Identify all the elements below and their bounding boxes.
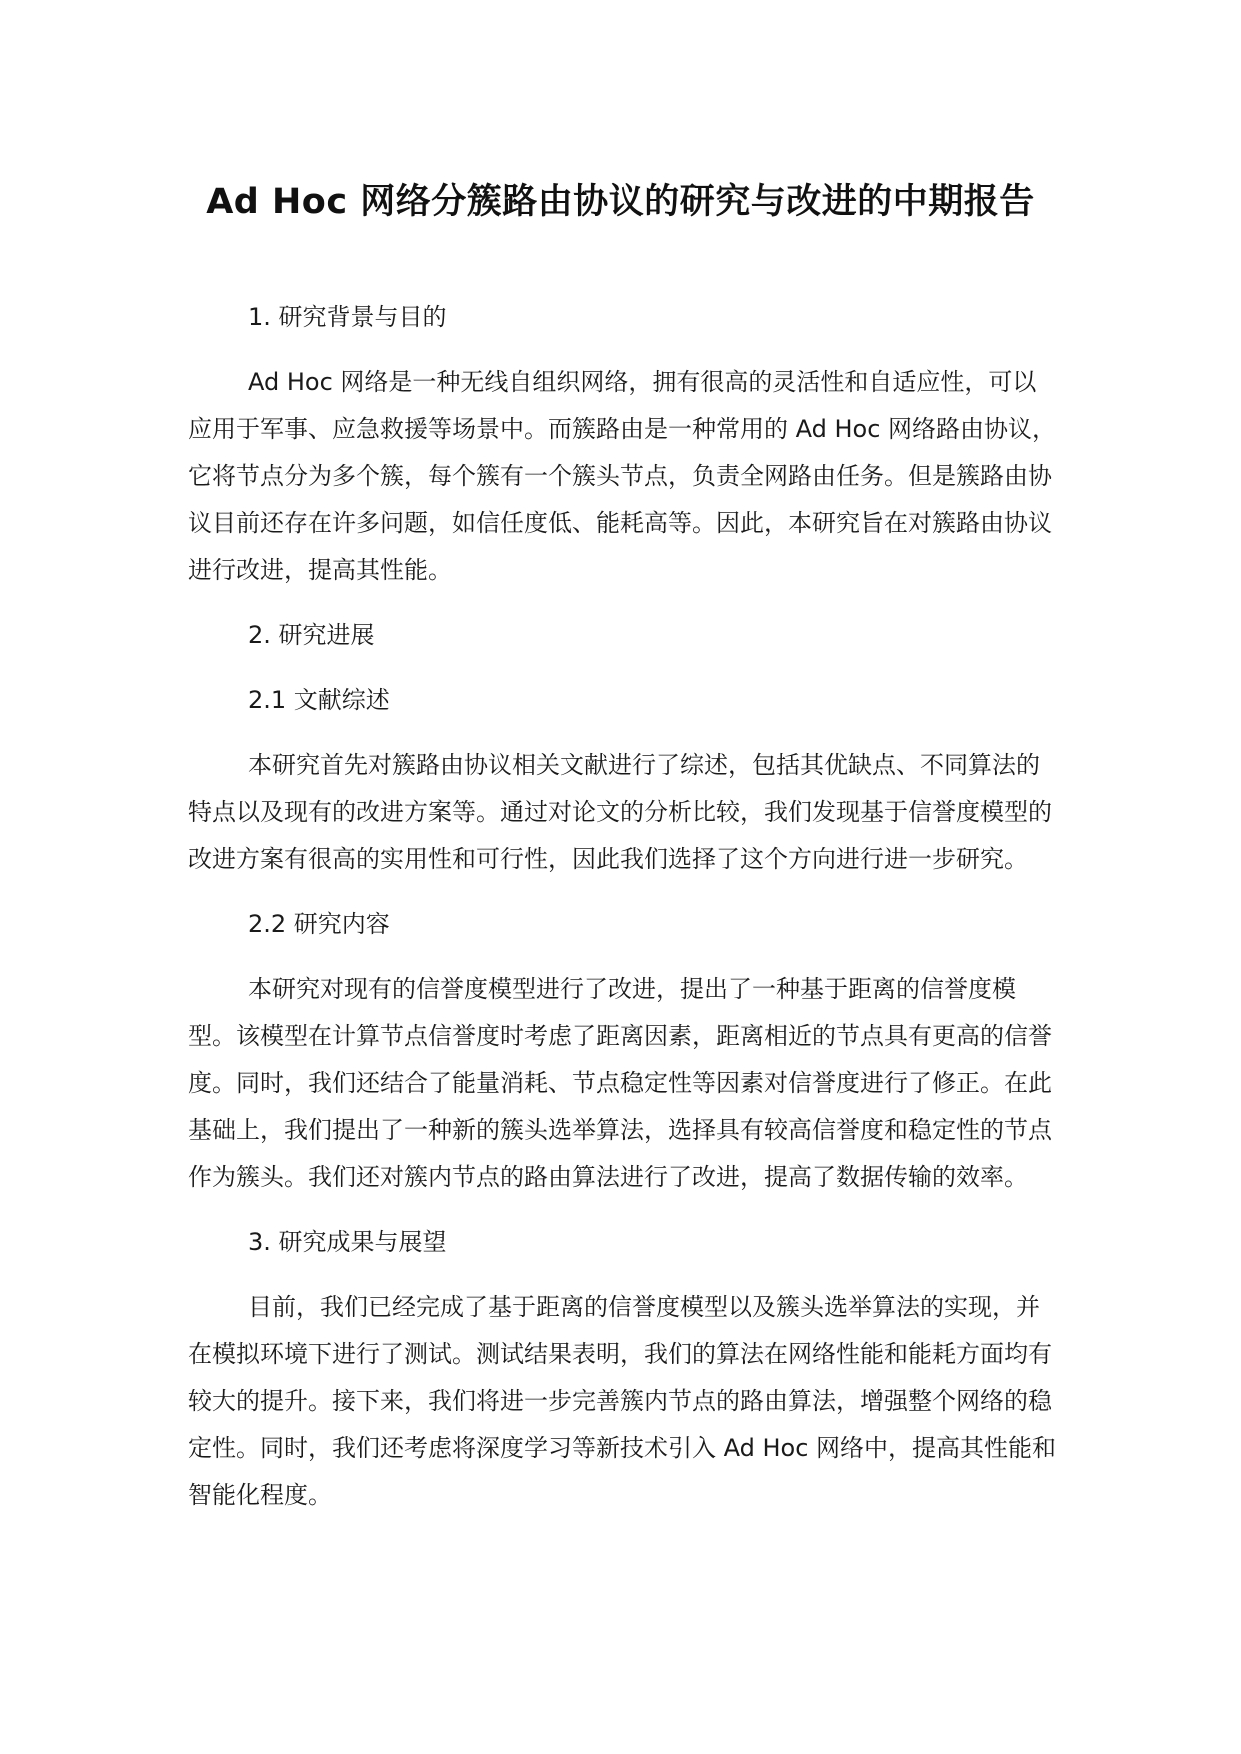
subsection-heading-literature-review: 2.1 文献综述 bbox=[248, 686, 390, 714]
section-heading-progress: 2. 研究进展 bbox=[248, 621, 375, 649]
document-body bbox=[188, 294, 1058, 1537]
paragraph-literature-review: 本研究首先对簇路由协议相关文献进行了综述，包括其优缺点、不同算法的特点以及现有的改进方案等。通过对论文的分析比较，我们发现基于信誉度模型的改进方案有很高的实用性和可行性，因此我们选择了这个方向进行进一步研究。 bbox=[188, 751, 1052, 873]
section-heading-results-outlook: 3. 研究成果与展望 bbox=[248, 1228, 447, 1256]
document-title: Ad Hoc 网络分簇路由协议的研究与改进的中期报告 bbox=[206, 182, 1035, 222]
subsection-heading-research-content: 2.2 研究内容 bbox=[248, 910, 390, 938]
paragraph-research-content: 本研究对现有的信誉度模型进行了改进，提出了一种基于距离的信誉度模型。该模型在计算节点信誉度时考虑了距离因素，距离相近的节点具有更高的信誉度。同时，我们还结合了能量消耗、节点稳定性等因素对信誉度进行了修正。在此基础上，我们提出了一种新的簇头选举算法，选择具有较高信誉度和稳定性的节点作为簇头。我们还对簇内节点的路由算法进行了改进，提高了数据传输的效率。 bbox=[188, 975, 1052, 1191]
paragraph-results-outlook: 目前，我们已经完成了基于距离的信誉度模型以及簇头选举算法的实现，并在模拟环境下进行了测试。测试结果表明，我们的算法在网络性能和能耗方面均有较大的提升。接下来，我们将进一步完善簇内节点的路由算法，增强整个网络的稳定性。同时，我们还考虑将深度学习等新技术引入 Ad Hoc 网络中，提高其性能和智能化程度。 bbox=[188, 1293, 1057, 1509]
section-heading-background: 1. 研究背景与目的 bbox=[248, 303, 447, 331]
paragraph-background: Ad Hoc 网络是一种无线自组织网络，拥有很高的灵活性和自适应性，可以应用于军事、应急救援等场景中。而簇路由是一种常用的 Ad Hoc 网络路由协议，它将节点分为多个簇，每个簇有一个簇头节点，负责全网路由任务。但是簇路由协议目前还存在许多问题，如信任度低、能耗高等。因此，本研究旨在对簇路由协议进行改进，提高其性能。 bbox=[188, 368, 1057, 584]
